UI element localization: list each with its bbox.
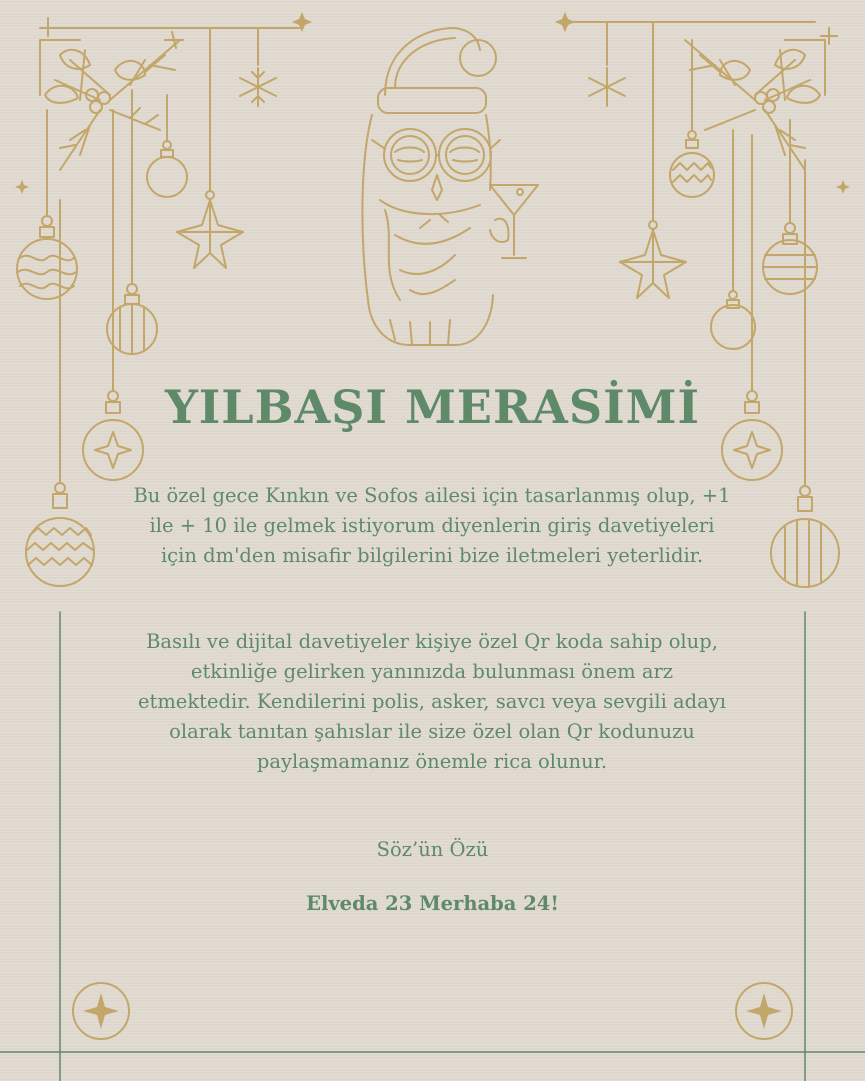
invitation-paragraph-1: Bu özel gece Kınkın ve Sofos ailesi için tasarlanmış olup, +1 ile + 10 ile gelmek istiyorum diyenlerin giriş davetiyeleri için dm'den misafir bilgilerini bize iletmeleri yeterlidir. [133,484,731,567]
sparkle-icon [736,983,792,1039]
snowflake-icon [240,28,276,106]
ornament-icon [670,40,714,197]
top-frame-left [40,18,300,95]
closing-line: Elveda 23 Merhaba 24! [306,892,559,915]
ornament-icon [107,90,157,354]
ornament-icon [711,130,755,349]
ornament-icon [771,160,839,587]
snowflake-icon [589,22,625,106]
star-icon [177,28,243,268]
invitation-paragraph-2: Basılı ve dijital davetiyeler kişiye özel Qr koda sahip olup, etkinliğe gelirken yanınızda bulunması önem arz etmektedir. Kendilerini polis, asker, savcı veya sevgili adayı olarak tanıtan şahıslar ile size özel olan Qr kodunuzu paylaşmamanız önemle rica olunur. [137,630,727,773]
page-title: YILBAŞI MERASİMİ [164,380,701,434]
cocktail-icon [490,185,538,258]
signature: Söz’ün Özü [376,838,489,861]
ornament-icon [147,95,187,197]
ornament-icon [763,120,817,294]
owl-santa-icon [362,28,500,345]
ornament-icon [17,110,77,299]
sparkle-icon [73,983,129,1039]
